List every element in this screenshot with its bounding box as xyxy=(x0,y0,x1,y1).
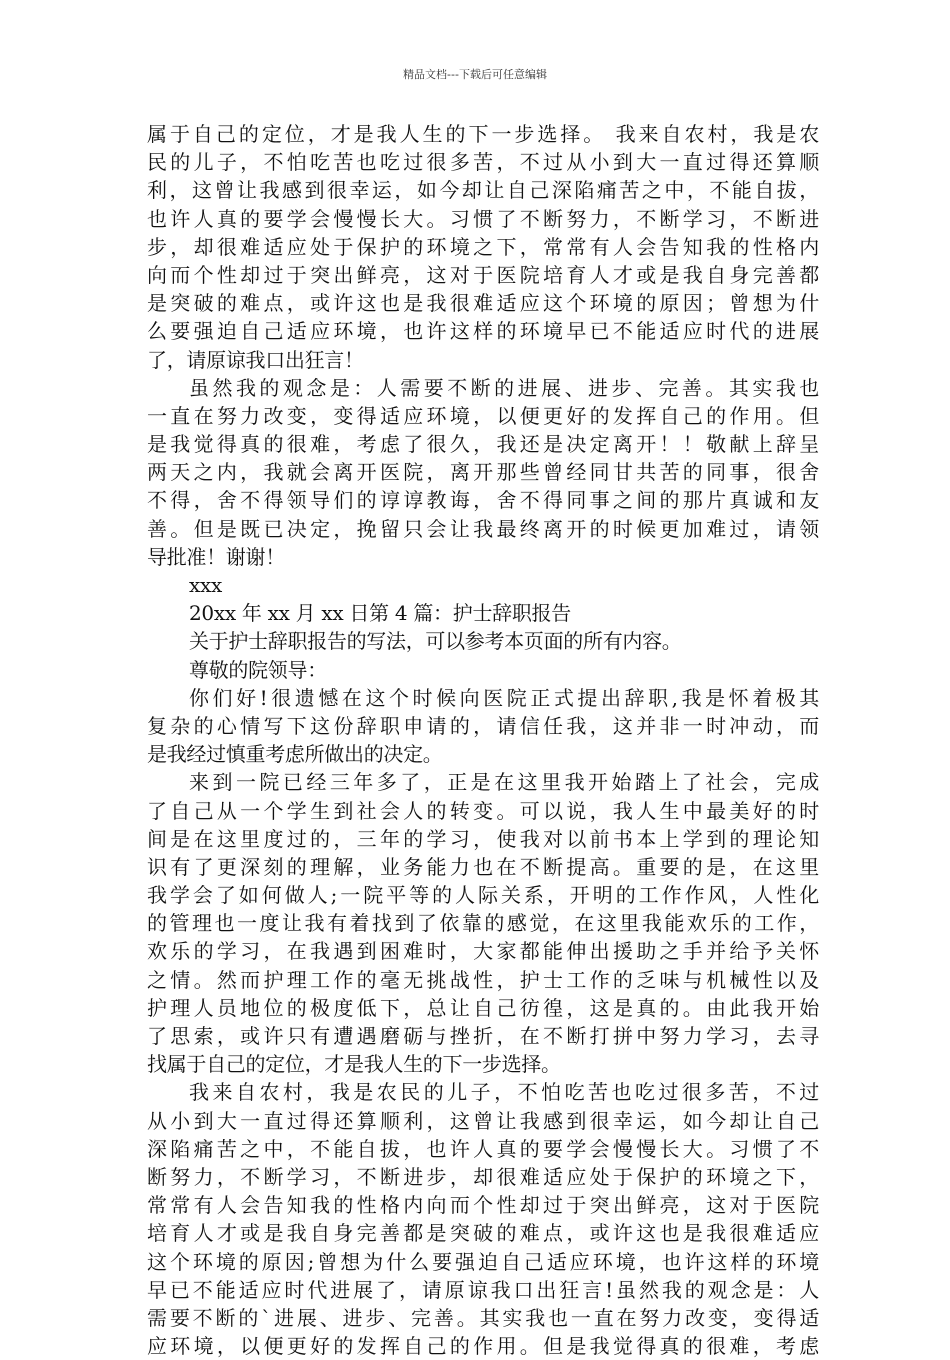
text-line: 一直在努力改变，变得适应环境，以便更好的发挥自己的作用。但 xyxy=(147,403,819,428)
text-line: 我学会了如何做人;一院平等的人际关系，开明的工作作风，人性化 xyxy=(147,883,819,908)
text-line: 的管理也一度让我有着找到了依靠的感觉，在这里我能欢乐的工作， xyxy=(147,911,819,936)
text-line: 导批准！谢谢！ xyxy=(147,544,285,569)
text-line: 两天之内，我就会离开医院，离开那些曾经同甘共苦的同事，很舍 xyxy=(147,460,819,485)
text-line: 了思索，或许只有遭遇磨砺与挫折，在不断打拼中努力学习，去寻 xyxy=(147,1024,819,1048)
text-line: 利，这曾让我感到很幸运，如今却让自己深陷痛苦之中，不能自拔， xyxy=(147,178,819,203)
text-line: 了自己从一个学生到社会人的转变。可以说，我人生中最美好的时 xyxy=(147,798,819,823)
text-line: 欢乐的学习，在我遇到困难时，大家都能伸出援助之手并给予关怀 xyxy=(147,939,819,964)
text-line: 这个环境的原因;曾想为什么要强迫自己适应环境，也许这样的环境 xyxy=(147,1249,819,1274)
text-line: 间是在这里度过的，三年的学习，使我对以前书本上学到的理论知 xyxy=(147,826,819,851)
text-line: xxx xyxy=(189,573,222,597)
text-line: 我来自农村，我是农民的儿子，不怕吃苦也吃过很多苦，不过 xyxy=(189,1080,819,1105)
text-line: 向而个性却过于突出鲜亮，这对于医院培育人才或是我自身完善都 xyxy=(147,262,819,287)
text-line: 属于自己的定位，才是我人生的下一步选择。 我来自农村，我是农 xyxy=(147,122,819,146)
text-line: 需要不断的`进展、进步、完善。其实我也一直在努力改变，变得适 xyxy=(147,1305,819,1330)
text-line: 也许人真的要学会慢慢长大。习惯了不断努力，不断学习，不断进 xyxy=(147,206,819,231)
text-line: 善。但是既已决定，挽留只会让我最终离开的时候更加难过，请领 xyxy=(147,516,819,541)
text-line: 了，请原谅我口出狂言！ xyxy=(147,347,364,372)
text-line: 是我觉得真的很难，考虑了很久，我还是决定离开！！敬献上辞呈 xyxy=(147,432,819,457)
text-line: 民的儿子，不怕吃苦也吃过很多苦，不过从小到大一直过得还算顺 xyxy=(147,150,819,175)
text-line: 应环境，以便更好的发挥自己的作用。但是我觉得真的很难，考虑 xyxy=(147,1334,819,1359)
text-line: 尊敬的院领导： xyxy=(189,657,327,682)
text-line: 培育人才或是我自身完善都是突破的难点，或许这也是我很难适应 xyxy=(147,1221,819,1246)
text-line: 复杂的心情写下这份辞职申请的，请信任我，这并非一时冲动，而 xyxy=(147,713,819,738)
text-line: 来到一院已经三年多了，正是在这里我开始踏上了社会，完成 xyxy=(189,770,819,795)
text-line: 常常有人会告知我的性格内向而个性却过于突出鲜亮，这对于医院 xyxy=(147,1193,819,1218)
text-line: 步，却很难适应处于保护的环境之下，常常有人会告知我的性格内 xyxy=(147,234,819,259)
text-line: 么要强迫自己适应环境，也许这样的环境早已不能适应时代的进展 xyxy=(147,319,819,344)
page-header: 精品文档---下载后可任意编辑 xyxy=(403,68,547,81)
text-line: 从小到大一直过得还算顺利，这曾让我感到很幸运，如今却让自己 xyxy=(147,1108,819,1133)
text-line: 护理人员地位的极度低下，总让自己彷徨，这是真的。由此我开始 xyxy=(147,995,819,1020)
document-body xyxy=(147,120,819,1360)
text-line: 断努力，不断学习，不断进步，却很难适应处于保护的环境之下， xyxy=(147,1164,819,1189)
text-line: 找属于自己的定位，才是我人生的下一步选择。 xyxy=(147,1052,561,1077)
text-line: 早已不能适应时代进展了，请原谅我口出狂言!虽然我的观念是：人 xyxy=(147,1277,819,1302)
text-line: 识有了更深刻的理解，业务能力也在不断提高。重要的是，在这里 xyxy=(147,854,819,879)
text-line: 关于护士辞职报告的写法，可以参考本页面的所有内容。 xyxy=(189,629,682,654)
text-line: 之情。然而护理工作的毫无挑战性，护士工作的乏味与机械性以及 xyxy=(147,967,819,992)
text-line: 你们好!很遗憾在这个时候向医院正式提出辞职,我是怀着极其 xyxy=(189,685,819,710)
text-line: 是我经过慎重考虑所做出的决定。 xyxy=(147,742,443,767)
text-line: 虽然我的观念是：人需要不断的进展、进步、完善。其实我也 xyxy=(189,375,819,400)
text-line: 20xx 年 xx 月 xx 日第 4 篇：护士辞职报告 xyxy=(189,601,571,626)
text-line: 深陷痛苦之中，不能自拔，也许人真的要学会慢慢长大。习惯了不 xyxy=(147,1136,819,1161)
text-line: 是突破的难点，或许这也是我很难适应这个环境的原因；曾想为什 xyxy=(147,291,819,316)
text-line: 不得，舍不得领导们的谆谆教诲，舍不得同事之间的那片真诚和友 xyxy=(147,488,819,513)
